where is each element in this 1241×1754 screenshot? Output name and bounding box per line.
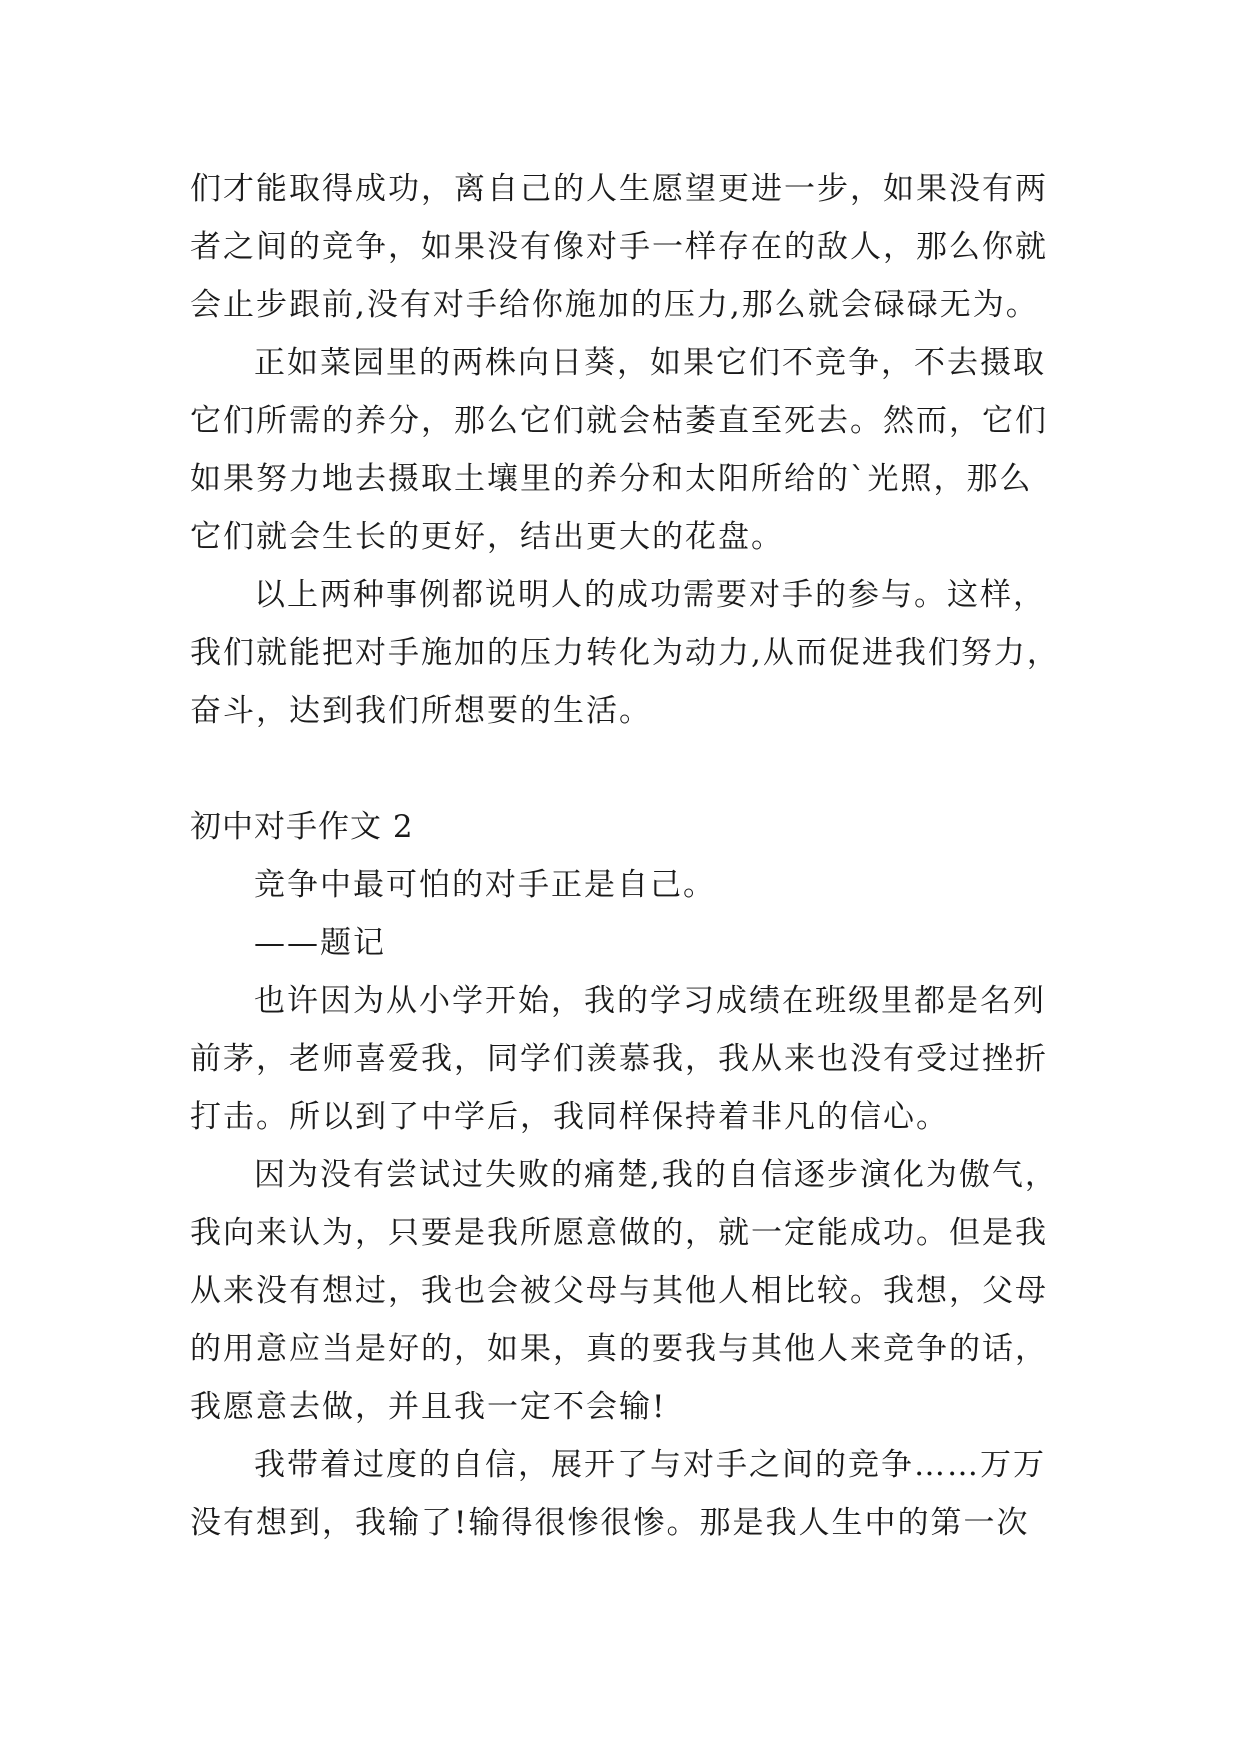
text-line: 正如菜园里的两株向日葵，如果它们不竞争，不去摄取 [254,345,1046,381]
text-line: 没有想到，我输了!输得很惨很惨。那是我人生中的第一次 [190,1505,1030,1541]
paragraph-4 [190,972,1050,1146]
paragraph-1 [190,160,1050,334]
paragraph-2 [190,334,1050,566]
epigraph-attribution [190,914,1050,972]
text-line: 竞争中最可怕的对手正是自己。 [254,867,716,903]
text-line: 从来没有想过，我也会被父母与其他人相比较。我想，父母 [190,1273,1048,1309]
section-title: 初中对手作文 2 [190,809,414,845]
text-line: 奋斗，达到我们所想要的生活。 [190,693,652,729]
text-line: 我愿意去做，并且我一定不会输! [190,1389,667,1425]
text-line: 也许因为从小学开始，我的学习成绩在班级里都是名列 [254,983,1046,1019]
text-line: 们才能取得成功，离自己的人生愿望更进一步，如果没有两 [190,171,1048,207]
text-line: 前茅，老师喜爱我，同学们羡慕我，我从来也没有受过挫折 [190,1041,1048,1077]
text-line: ——题记 [254,925,386,961]
document-page [190,160,1060,1552]
text-line: 因为没有尝试过失败的痛楚,我的自信逐步演化为傲气， [254,1157,1058,1193]
text-line: 我向来认为，只要是我所愿意做的，就一定能成功。但是我 [190,1215,1048,1251]
text-line: 如果努力地去摄取土壤里的养分和太阳所给的`光照，那么 [190,461,1033,497]
text-line: 以上两种事例都说明人的成功需要对手的参与。这样， [254,577,1046,613]
paragraph-5 [190,1146,1058,1436]
paragraph-3 [190,566,1060,740]
text-line: 我们就能把对手施加的压力转化为动力,从而促进我们努力， [190,635,1060,671]
text-line: 的用意应当是好的，如果，真的要我与其他人来竞争的话， [190,1331,1048,1367]
text-line: 会止步跟前,没有对手给你施加的压力,那么就会碌碌无为。 [190,287,1039,323]
text-line: 我带着过度的自信，展开了与对手之间的竞争……万万 [254,1447,1046,1483]
text-line: 者之间的竞争，如果没有像对手一样存在的敌人，那么你就 [190,229,1048,265]
text-line: 打击。所以到了中学后，我同样保持着非凡的信心。 [190,1099,949,1135]
text-line: 它们所需的养分，那么它们就会枯萎直至死去。然而，它们 [190,403,1048,439]
paragraph-6 [190,1436,1050,1552]
epigraph [190,856,1050,914]
text-line: 它们就会生长的更好，结出更大的花盘。 [190,519,784,555]
